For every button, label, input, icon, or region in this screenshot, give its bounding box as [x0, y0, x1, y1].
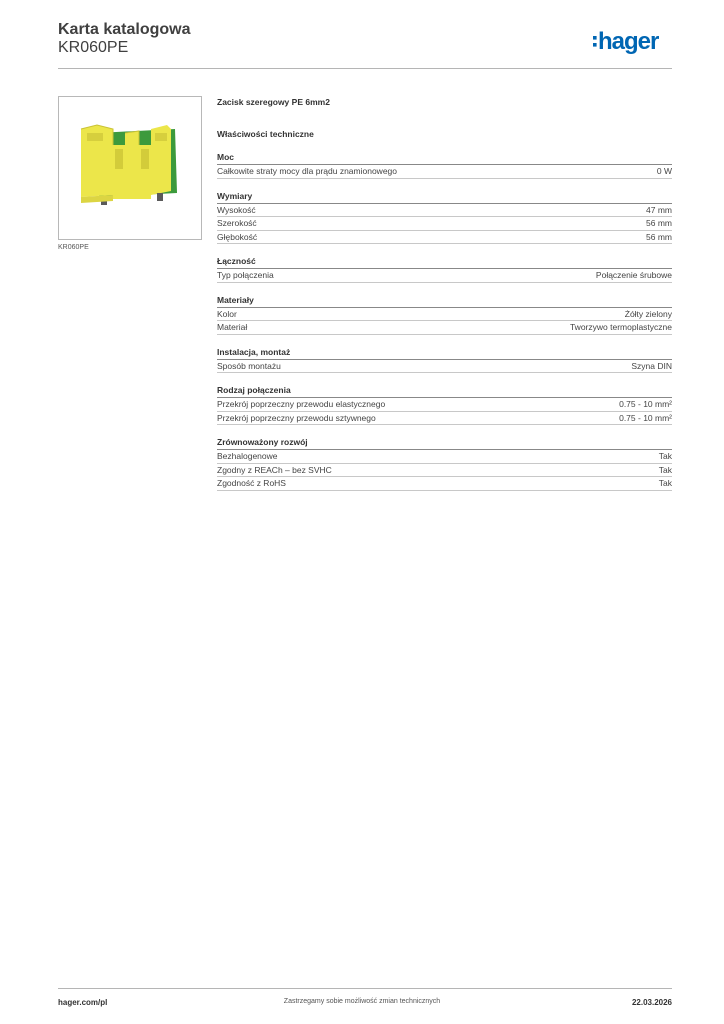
spec-row [217, 204, 672, 218]
hager-logo-mark [593, 27, 673, 57]
spec-value: Tak [658, 478, 672, 488]
spec-value: 47 mm [646, 204, 672, 215]
spec-value: Żółty zielony [624, 308, 672, 319]
spec-label: Szerokość [217, 218, 257, 228]
spec-row [217, 398, 672, 412]
product-description: Zacisk szeregowy PE 6mm2 [217, 97, 330, 107]
spec-label: Bezhalogenowe [217, 451, 278, 461]
spec-value: 0.75 - 10 mm² [619, 399, 672, 409]
spec-section [217, 346, 672, 374]
spec-label: Zgodność z RoHS [217, 478, 286, 488]
spec-row [217, 360, 672, 374]
spec-section [217, 190, 672, 245]
spec-row [217, 321, 672, 335]
footer-website: hager.com/pl [58, 998, 108, 1007]
spec-value: 0.75 - 10 mm² [619, 412, 672, 423]
spec-label: Przekrój poprzeczny przewodu sztywnego [217, 412, 376, 423]
spec-row [217, 464, 672, 478]
spec-label: Całkowite straty mocy dla prądu znamionowego [217, 166, 398, 176]
spec-row [217, 269, 672, 283]
product-image-frame [58, 96, 202, 240]
spec-section [217, 436, 672, 491]
section-heading: Łączność [217, 255, 672, 269]
spec-value: Tworzywo termoplastyczne [569, 322, 672, 332]
footer-disclaimer: Zastrzegamy sobie możliwość zmian technicznych [283, 998, 441, 1005]
svg-text:hager: hager [598, 28, 659, 55]
spec-label: Sposób montażu [217, 360, 281, 371]
footer-date: 22.03.2026 [631, 998, 672, 1007]
spec-label: Wysokość [217, 204, 256, 215]
spec-row [217, 231, 672, 245]
section-heading: Materiały [217, 294, 672, 308]
spec-value: 0 W [656, 166, 672, 176]
spec-section [217, 255, 672, 283]
spec-value: Tak [658, 464, 672, 475]
spec-label: Kolor [217, 308, 237, 319]
terminal-block-image [77, 119, 185, 211]
spec-label: Typ połączenia [217, 270, 274, 280]
spec-section [217, 384, 672, 425]
spec-row [217, 165, 672, 179]
spec-row [217, 217, 672, 231]
footer-divider [58, 988, 672, 989]
spec-value: Połączenie śrubowe [595, 270, 672, 280]
spec-row [217, 308, 672, 322]
header-divider [58, 68, 672, 69]
product-image-caption: KR060PE [58, 244, 89, 251]
section-heading: Zrównoważony rozwój [217, 436, 672, 450]
section-heading: Wymiary [217, 190, 672, 204]
spec-row [217, 450, 672, 464]
section-heading: Rodzaj połączenia [217, 384, 672, 398]
spec-label: Przekrój poprzeczny przewodu elastycznego [217, 399, 386, 409]
spec-content [217, 96, 672, 491]
spec-value: Szyna DIN [631, 360, 672, 371]
spec-row [217, 477, 672, 491]
spec-value: 56 mm [646, 231, 672, 242]
spec-value: Tak [658, 451, 672, 461]
spec-sections [217, 151, 672, 491]
section-heading: Moc [217, 151, 672, 165]
section-heading: Instalacja, montaż [217, 346, 672, 360]
spec-section [217, 151, 672, 179]
spec-value: 56 mm [646, 218, 672, 228]
spec-label: Zgodny z REACh – bez SVHC [217, 464, 332, 475]
technical-properties-title: Właściwości techniczne [217, 129, 314, 139]
spec-label: Materiał [217, 322, 248, 332]
spec-label: Głębokość [217, 231, 258, 242]
product-code: KR060PE [58, 39, 129, 56]
page-title: Karta katalogowa [58, 21, 191, 38]
spec-row [217, 412, 672, 426]
hager-logo [593, 27, 673, 57]
spec-section [217, 294, 672, 335]
